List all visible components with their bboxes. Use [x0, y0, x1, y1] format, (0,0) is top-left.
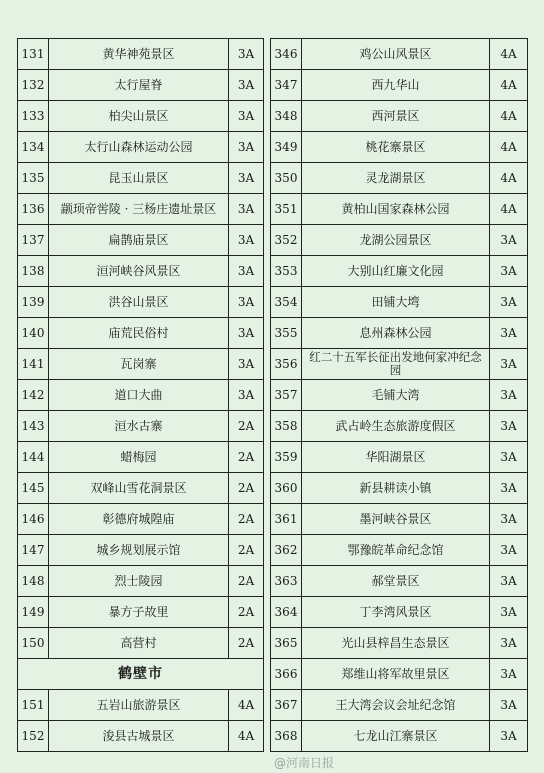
row-number: 346 — [271, 39, 302, 70]
spot-name: 柏尖山景区 — [49, 101, 229, 132]
row-number: 135 — [18, 163, 49, 194]
spot-grade: 3A — [229, 256, 264, 287]
table-row — [271, 473, 528, 504]
spot-name: 西河景区 — [302, 101, 490, 132]
row-number: 149 — [18, 597, 49, 628]
spot-name: 彰德府城隍庙 — [49, 504, 229, 535]
table-row — [271, 535, 528, 566]
spot-name: 庙荒民俗村 — [49, 318, 229, 349]
row-number: 364 — [271, 597, 302, 628]
table-row — [18, 70, 264, 101]
spot-name: 道口大曲 — [49, 380, 229, 411]
spot-grade: 4A — [229, 721, 264, 752]
table-row — [271, 132, 528, 163]
table-row — [18, 225, 264, 256]
spot-grade: 3A — [229, 349, 264, 380]
table-row — [271, 194, 528, 225]
table-row — [18, 318, 264, 349]
table-row — [271, 256, 528, 287]
spot-name: 息州森林公园 — [302, 318, 490, 349]
spot-name: 颛顼帝喾陵 · 三杨庄遗址景区 — [49, 194, 229, 225]
spot-grade: 3A — [229, 163, 264, 194]
table-row — [18, 566, 264, 597]
row-number: 142 — [18, 380, 49, 411]
table-row — [18, 535, 264, 566]
row-number: 143 — [18, 411, 49, 442]
left-table-column — [17, 38, 263, 751]
spot-name: 黄华神苑景区 — [49, 39, 229, 70]
spot-grade: 4A — [490, 132, 528, 163]
spot-name: 洹河峡谷风景区 — [49, 256, 229, 287]
row-number: 359 — [271, 442, 302, 473]
row-number: 139 — [18, 287, 49, 318]
spot-name: 瓦岗寨 — [49, 349, 229, 380]
row-number: 352 — [271, 225, 302, 256]
table-row — [271, 318, 528, 349]
table-row — [271, 287, 528, 318]
table-row — [271, 70, 528, 101]
table-row — [18, 39, 264, 70]
spot-name: 郑维山将军故里景区 — [302, 659, 490, 690]
right-table-column — [270, 38, 527, 751]
table-row — [18, 287, 264, 318]
spot-grade: 3A — [490, 566, 528, 597]
row-number: 356 — [271, 349, 302, 380]
row-number: 348 — [271, 101, 302, 132]
row-number: 349 — [271, 132, 302, 163]
table-row — [18, 721, 264, 752]
row-number: 362 — [271, 535, 302, 566]
spot-grade: 2A — [229, 504, 264, 535]
table-row — [18, 690, 264, 721]
spot-grade: 2A — [229, 442, 264, 473]
spot-grade: 3A — [490, 721, 528, 752]
table-row — [18, 380, 264, 411]
table-row — [271, 566, 528, 597]
row-number: 358 — [271, 411, 302, 442]
row-number: 131 — [18, 39, 49, 70]
row-number: 140 — [18, 318, 49, 349]
spot-grade: 2A — [229, 566, 264, 597]
spot-grade: 3A — [490, 442, 528, 473]
spot-name: 太行山森林运动公园 — [49, 132, 229, 163]
spot-grade: 4A — [490, 194, 528, 225]
spot-name: 毛铺大湾 — [302, 380, 490, 411]
spot-name: 丁李湾风景区 — [302, 597, 490, 628]
top-background — [0, 0, 544, 38]
row-number: 152 — [18, 721, 49, 752]
spot-name: 田铺大塆 — [302, 287, 490, 318]
spot-grade: 2A — [229, 597, 264, 628]
spot-name: 高营村 — [49, 628, 229, 659]
row-number: 363 — [271, 566, 302, 597]
spot-grade: 4A — [490, 101, 528, 132]
row-number: 365 — [271, 628, 302, 659]
city-header: 鹤壁市 — [18, 659, 264, 690]
spot-name: 浚县古城景区 — [49, 721, 229, 752]
spot-grade: 3A — [490, 380, 528, 411]
spot-grade: 3A — [490, 473, 528, 504]
spot-name: 洪谷山景区 — [49, 287, 229, 318]
table-row — [271, 690, 528, 721]
row-number: 134 — [18, 132, 49, 163]
table-row — [18, 163, 264, 194]
spot-grade: 2A — [229, 411, 264, 442]
spot-name: 西九华山 — [302, 70, 490, 101]
spot-grade: 3A — [229, 132, 264, 163]
spot-name: 太行屋脊 — [49, 70, 229, 101]
spot-name: 城乡规划展示馆 — [49, 535, 229, 566]
row-number: 353 — [271, 256, 302, 287]
table-row — [271, 349, 528, 380]
spot-grade: 4A — [229, 690, 264, 721]
right-table — [270, 38, 528, 752]
table-row — [18, 473, 264, 504]
spot-name: 黄柏山国家森林公园 — [302, 194, 490, 225]
spot-name: 华阳湖景区 — [302, 442, 490, 473]
table-row — [18, 504, 264, 535]
spot-name: 桃花寨景区 — [302, 132, 490, 163]
table-row — [271, 504, 528, 535]
spot-grade: 3A — [490, 535, 528, 566]
table-row — [271, 163, 528, 194]
row-number: 361 — [271, 504, 302, 535]
row-number: 355 — [271, 318, 302, 349]
table-row — [271, 659, 528, 690]
spot-grade: 3A — [229, 287, 264, 318]
left-table — [17, 38, 264, 752]
spot-grade: 4A — [490, 163, 528, 194]
row-number: 347 — [271, 70, 302, 101]
row-number: 360 — [271, 473, 302, 504]
table-row — [271, 380, 528, 411]
row-number: 367 — [271, 690, 302, 721]
spot-name: 七龙山江寨景区 — [302, 721, 490, 752]
table-row — [271, 39, 528, 70]
row-number: 357 — [271, 380, 302, 411]
spot-name: 蜡梅园 — [49, 442, 229, 473]
spot-name: 烈士陵园 — [49, 566, 229, 597]
watermark-text: @河南日报 — [273, 756, 334, 770]
spot-grade: 3A — [229, 225, 264, 256]
row-number: 366 — [271, 659, 302, 690]
spot-grade: 3A — [490, 225, 528, 256]
spot-name: 红二十五军长征出发地何家冲纪念园 — [302, 349, 490, 380]
spot-name: 墨河峡谷景区 — [302, 504, 490, 535]
spot-name: 灵龙湖景区 — [302, 163, 490, 194]
row-number: 351 — [271, 194, 302, 225]
table-row — [271, 411, 528, 442]
spot-grade: 3A — [490, 690, 528, 721]
spot-name: 武占岭生态旅游度假区 — [302, 411, 490, 442]
spot-grade: 3A — [229, 39, 264, 70]
row-number: 145 — [18, 473, 49, 504]
spot-name: 王大湾会议会址纪念馆 — [302, 690, 490, 721]
table-row — [18, 628, 264, 659]
table-row — [18, 597, 264, 628]
spot-grade: 2A — [229, 473, 264, 504]
spot-name: 新县耕读小镇 — [302, 473, 490, 504]
table-row — [271, 442, 528, 473]
spot-grade: 3A — [490, 628, 528, 659]
spot-name: 暴方子故里 — [49, 597, 229, 628]
row-number: 141 — [18, 349, 49, 380]
spot-grade: 2A — [229, 628, 264, 659]
row-number: 350 — [271, 163, 302, 194]
table-row — [271, 101, 528, 132]
table-row — [271, 225, 528, 256]
row-number: 144 — [18, 442, 49, 473]
spot-grade: 3A — [490, 411, 528, 442]
spot-grade: 3A — [490, 659, 528, 690]
spot-name: 郝堂景区 — [302, 566, 490, 597]
city-header-row — [18, 659, 264, 690]
spot-name: 五岩山旅游景区 — [49, 690, 229, 721]
spot-grade: 3A — [229, 318, 264, 349]
row-number: 151 — [18, 690, 49, 721]
spot-grade: 3A — [490, 256, 528, 287]
row-number: 148 — [18, 566, 49, 597]
row-number: 368 — [271, 721, 302, 752]
row-number: 136 — [18, 194, 49, 225]
spot-grade: 4A — [490, 70, 528, 101]
row-number: 133 — [18, 101, 49, 132]
spot-grade: 3A — [229, 70, 264, 101]
row-number: 132 — [18, 70, 49, 101]
spot-name: 双峰山雪花洞景区 — [49, 473, 229, 504]
table-row — [271, 597, 528, 628]
spot-grade: 3A — [490, 349, 528, 380]
row-number: 146 — [18, 504, 49, 535]
row-number: 150 — [18, 628, 49, 659]
spot-name: 鄂豫皖革命纪念馆 — [302, 535, 490, 566]
spot-name: 龙湖公园景区 — [302, 225, 490, 256]
spot-grade: 2A — [229, 535, 264, 566]
table-row — [18, 132, 264, 163]
spot-grade: 3A — [229, 194, 264, 225]
row-number: 138 — [18, 256, 49, 287]
table-row — [18, 442, 264, 473]
spot-grade: 3A — [490, 318, 528, 349]
table-row — [18, 194, 264, 225]
spot-grade: 3A — [229, 380, 264, 411]
table-row — [18, 256, 264, 287]
spot-grade: 4A — [490, 39, 528, 70]
spot-grade: 3A — [490, 504, 528, 535]
spot-grade: 3A — [490, 597, 528, 628]
row-number: 354 — [271, 287, 302, 318]
spot-name: 光山县梓昌生态景区 — [302, 628, 490, 659]
spot-grade: 3A — [490, 287, 528, 318]
spot-name: 大别山红廉文化园 — [302, 256, 490, 287]
scenic-spot-table — [17, 38, 527, 751]
spot-name: 鸡公山风景区 — [302, 39, 490, 70]
table-row — [271, 628, 528, 659]
spot-grade: 3A — [229, 101, 264, 132]
table-row — [18, 101, 264, 132]
spot-name: 昆玉山景区 — [49, 163, 229, 194]
row-number: 137 — [18, 225, 49, 256]
row-number: 147 — [18, 535, 49, 566]
spot-name: 洹水古寨 — [49, 411, 229, 442]
table-row — [18, 411, 264, 442]
table-row — [18, 349, 264, 380]
table-row — [271, 721, 528, 752]
spot-name: 扁鹊庙景区 — [49, 225, 229, 256]
